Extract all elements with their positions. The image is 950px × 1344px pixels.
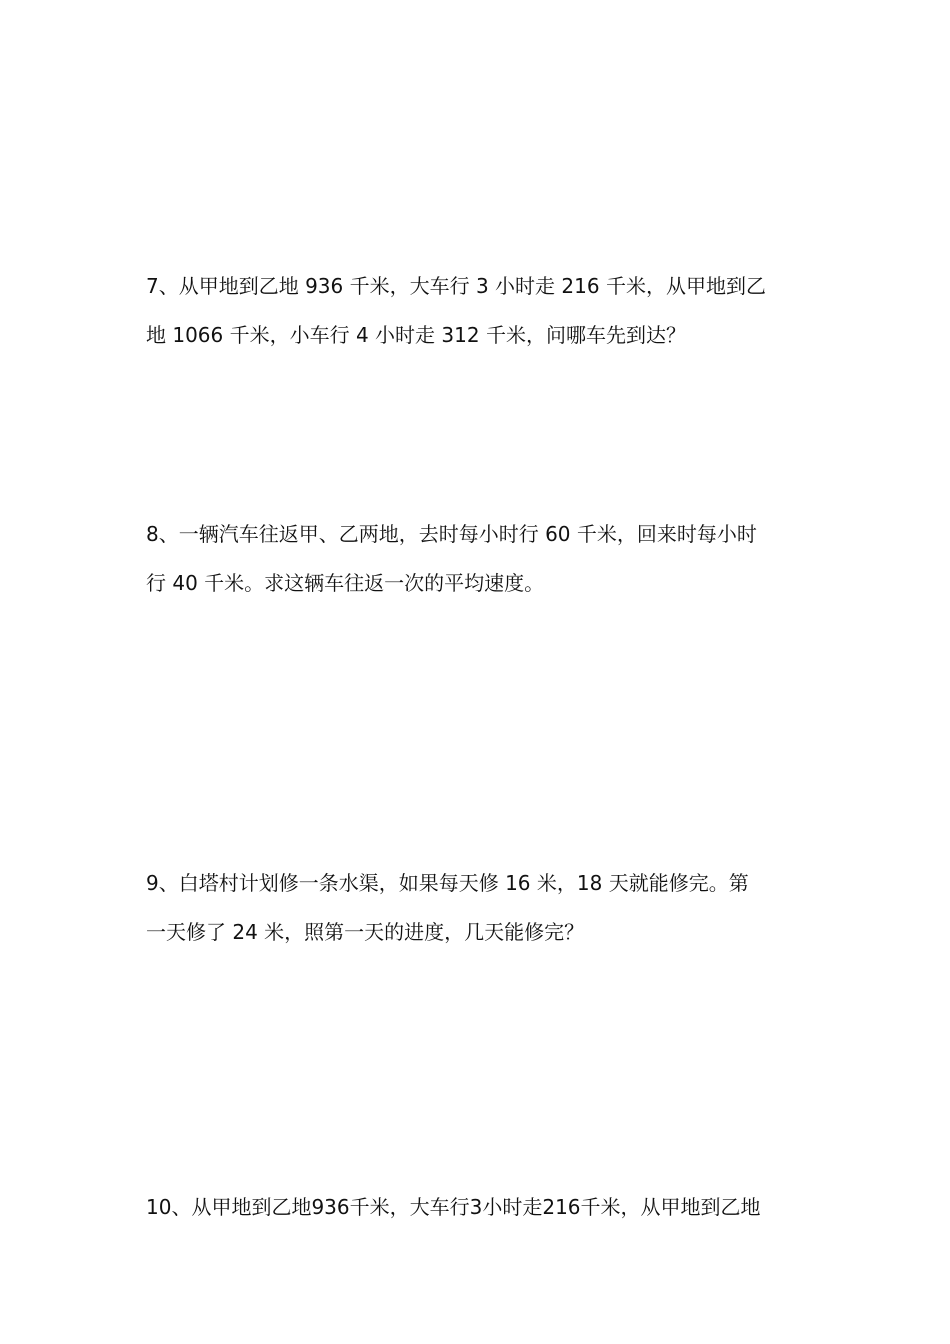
problem-8-line-2: 行 40 千米。求这辆车往返一次的平均速度。 [146,571,545,595]
problem-7-line-1: 7、从甲地到乙地 936 千米，大车行 3 小时走 216 千米，从甲地到乙 [146,274,766,298]
problem-9-line-1: 9、白塔村计划修一条水渠，如果每天修 16 米，18 天就能修完。第 [146,871,749,895]
problem-10-line-1: 10、从甲地到乙地936千米，大车行3小时走216千米，从甲地到乙地 [146,1195,761,1219]
problem-9-line-2: 一天修了 24 米，照第一天的进度，几天能修完？ [146,920,585,944]
problem-7-line-2: 地 1066 千米，小车行 4 小时走 312 千米，问哪车先到达？ [146,323,686,347]
problem-8-line-1: 8、一辆汽车往返甲、乙两地，去时每小时行 60 千米，回来时每小时 [146,522,757,546]
